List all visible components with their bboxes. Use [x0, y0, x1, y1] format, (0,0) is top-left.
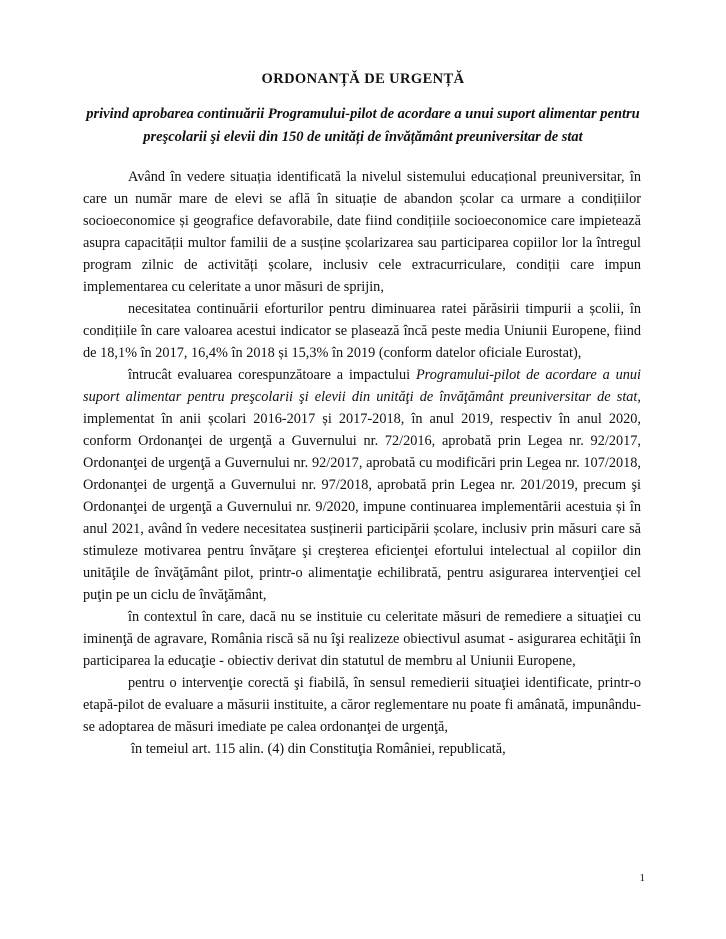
paragraph-evaluation: [83, 364, 641, 606]
paragraph-evaluation-rest: , implementat în anii școlari 2016-2017 și 2017-2018, în anul 2019, respectiv în anul 2020, conform Ordonanţei de urgenţă a Guvernului nr. 72/2016, aprobată prin Legea nr. 92/2017, Ordonanţei de urgenţă a Guvernului nr. 92/2017, aprobată cu modificări prin Legea nr. 107/2018, Ordonanţei de urgenţă a Guvernului nr. 97/2018, aprobată prin Legea nr. 201/2019, precum şi Ordonanţei de urgenţă a Guvernului nr. 9/2020, impune continuarea implementării acestuia și în anul 2021, având în vedere necesitatea susținerii participării școlare, inclusiv prin măsuri care să stimuleze motivarea pentru învăţare şi creşterea eficienţei efortului intelectual al copiilor din unităţile de învăţământ pilot, printr-o alimentaţie echilibrată, pentru asigurarea intervenţiei cel puţin pe un ciclu de învăţământ,: [83, 389, 641, 603]
document-title: ORDONANȚĂ DE URGENȚĂ: [261, 71, 465, 87]
paragraph-intervention: pentru o intervenţie corectă şi fiabilă, în sensul remedierii situaţiei identificate, printr-o etapă-pilot de evaluare a măsurii instituite, a căror reglementare nu poate fi amânată, impunându-se adoptarea de măsuri imediate pe calea ordonanţei de urgenţă,: [83, 675, 641, 735]
paragraph-evaluation-intro: întrucât evaluarea corespunzătoare a impactului: [128, 367, 416, 383]
paragraph-legal-basis: în temeiul art. 115 alin. (4) din Constituţia României, republicată,: [131, 741, 506, 757]
paragraph-early-school-leaving: necesitatea continuării eforturilor pentru diminuarea ratei părăsirii timpurii a școlii, în condițiile în care valoarea acestui indicator se plasează încă peste media Uniunii Europene, fiind de 18,1% în 2017, 16,4% în 2018 și 15,3% în 2019 (conform datelor oficiale Eurostat),: [83, 301, 641, 361]
paragraph-context: în contextul în care, dacă nu se instituie cu celeritate măsuri de remediere a situaţiei cu iminenţă de agravare, România riscă să nu îşi realizeze obiectivul asumat - asigurarea echităţii în participarea la educaţie - obiectiv derivat din statutul de membru al Uniunii Europene,: [83, 609, 641, 669]
program-name: Programului-pilot de acordare a unui suport alimentar pentru preşcolarii şi elevii din unităţi de învăţământ preuniversitar de stat: [83, 367, 641, 405]
paragraph-situation: Având în vedere situația identificată la nivelul sistemului educațional preuniversitar, în care un număr mare de elevi se află în situație de abandon școlar ca urmare a condițiilor socioeconomice și geografice defavorabile, date fiind condițiile socioeconomice care impietează asupra capacității multor familii de a susține școlarizarea sau participarea copiilor lor la întregul program zilnic de activități școlare, inclusiv cele extracurriculare, condiții care impun implementarea cu celeritate a unor măsuri de sprijin,: [83, 169, 641, 295]
page-number: 1: [639, 872, 645, 884]
document-body: [83, 166, 641, 760]
document-subtitle: privind aprobarea continuării Programului-pilot de acordare a unui suport alimentar pentru preşcolarii şi elevii din 150 de unități de învățământ preuniversitar de stat: [86, 106, 640, 145]
